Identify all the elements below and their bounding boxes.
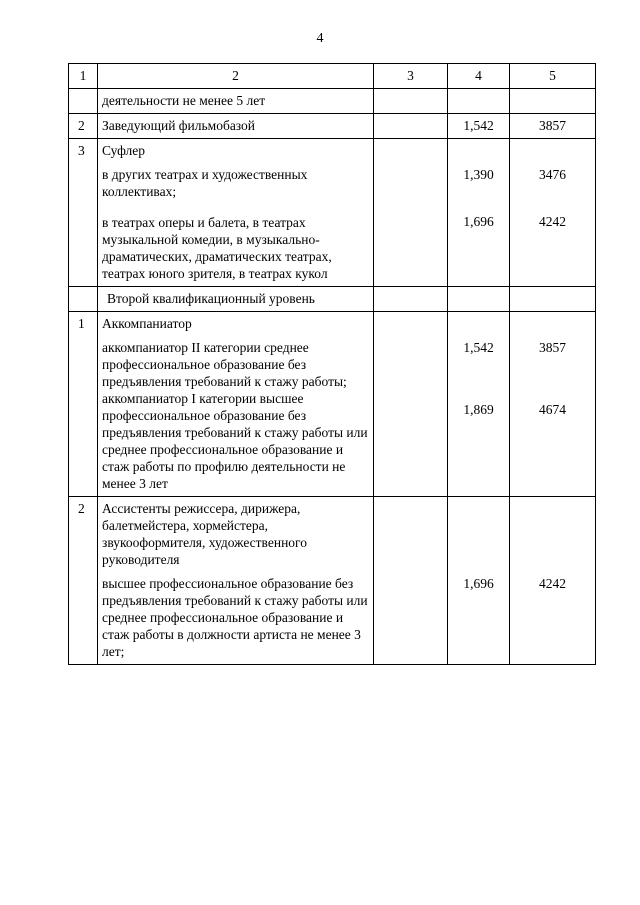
position-condition: высшее профессиональное образование без предъявления требований к стажу работы или среднее профессиональное образование и стаж работы в должности артиста не менее 3 лет; bbox=[102, 576, 368, 659]
header-col-3: 3 bbox=[374, 64, 448, 89]
table-row bbox=[69, 312, 596, 497]
position-condition: аккомпаниатор I категории высшее профессиональное образование без предъявления требований к стажу работы или среднее профессиональное образование и стаж работы по профилю деятельности не менее 3 лет bbox=[102, 391, 368, 491]
header-col-4: 4 bbox=[448, 64, 510, 89]
salary: 4674 bbox=[539, 402, 566, 417]
section-title: Второй квалификационный уровень bbox=[98, 287, 374, 312]
position-title: Ассистенты режиссера, дирижера, балетмейстера, хормейстера, звукооформителя, художественного руководителя bbox=[102, 501, 307, 567]
row-number: 2 bbox=[69, 114, 98, 139]
coefficient: 1,542 bbox=[463, 340, 494, 355]
section-row bbox=[69, 287, 596, 312]
coefficient: 1,869 bbox=[463, 402, 494, 417]
coefficient: 1,542 bbox=[448, 114, 510, 139]
row-number: 3 bbox=[69, 139, 98, 287]
header-col-2: 2 bbox=[98, 64, 374, 89]
coefficient: 1,696 bbox=[463, 214, 494, 229]
table-row bbox=[69, 114, 596, 139]
continuation-text: деятельности не менее 5 лет bbox=[98, 89, 374, 114]
position-title: Аккомпаниатор bbox=[102, 316, 192, 331]
salary: 4242 bbox=[539, 214, 566, 229]
coefficient: 1,696 bbox=[463, 576, 494, 591]
salary: 3857 bbox=[539, 340, 566, 355]
salary-table bbox=[68, 63, 596, 665]
position-title: Суфлер bbox=[102, 143, 145, 158]
header-col-1: 1 bbox=[69, 64, 98, 89]
table-row bbox=[69, 89, 596, 114]
position-condition: в театрах оперы и балета, в театрах музыкальной комедии, в музыкально-драматических, драматических театрах, театрах юного зрителя, в театрах кукол bbox=[102, 215, 332, 281]
page-number: 4 bbox=[316, 31, 324, 46]
table-row bbox=[69, 139, 596, 287]
row-number: 1 bbox=[69, 312, 98, 497]
position-condition: аккомпаниатор II категории среднее профессиональное образование без предъявления требований к стажу работы; bbox=[102, 340, 347, 389]
header-col-5: 5 bbox=[510, 64, 596, 89]
salary: 3476 bbox=[539, 167, 566, 182]
position-title: Заведующий фильмобазой bbox=[98, 114, 374, 139]
coefficient: 1,390 bbox=[463, 167, 494, 182]
row-number: 2 bbox=[69, 497, 98, 665]
salary: 3857 bbox=[510, 114, 596, 139]
position-condition: в других театрах и художественных коллективах; bbox=[102, 167, 308, 199]
table-row bbox=[69, 497, 596, 665]
salary: 4242 bbox=[539, 576, 566, 591]
table-header-row bbox=[69, 64, 596, 89]
